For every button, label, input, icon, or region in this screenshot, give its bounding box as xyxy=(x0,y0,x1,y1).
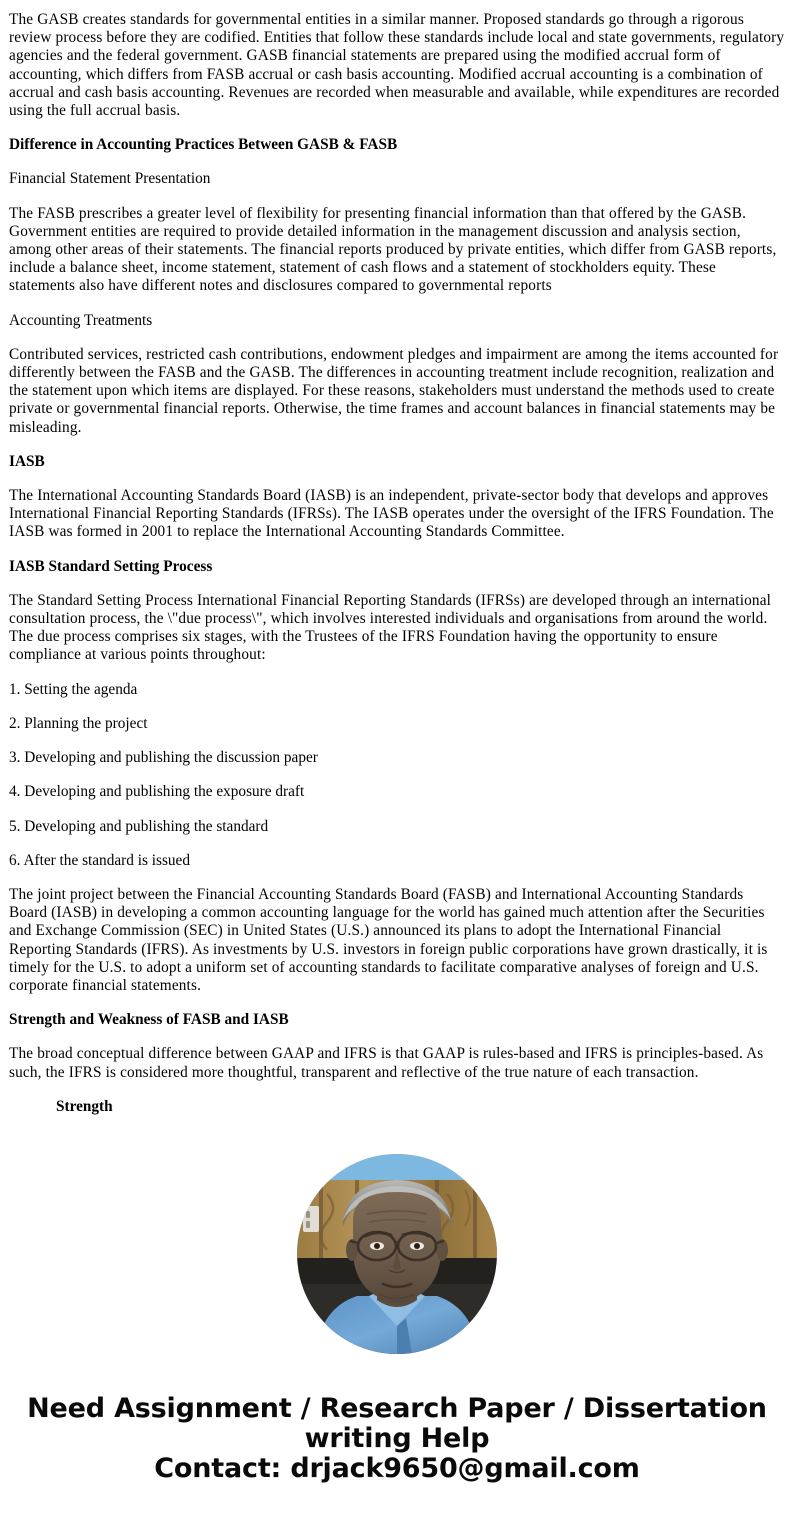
portrait-container xyxy=(9,1154,785,1354)
list-item-1: 1. Setting the agenda xyxy=(9,680,138,698)
paragraph-standard-setting-process: The Standard Setting Process International Financial Reporting Standards (IFRSs) are developed through an international consultation process, the \"due process\", which involves interested individuals and organisations from around the world. The due process comprises six stages, with the Trustees of the IFRS Foundation having the opportunity to ensure compliance at various points throughout: xyxy=(9,591,772,664)
heading-strength: Strength xyxy=(56,1097,113,1115)
paragraph-joint-project: The joint project between the Financial Accounting Standards Board (FASB) and International Accounting Standards Board (IASB) in developing a common accounting language for the world has gained much attention after the Securities and Exchange Commission (SEC) in United States (U.S.) announced its plans to adopt the International Financial Reporting Standards (IFRS). As investments by U.S. investors in foreign public corporations have grown drastically, it is timely for the U.S. to adopt a uniform set of accounting standards to facilitate comparative analyses of foreign and U.S. corporate financial statements. xyxy=(9,885,768,994)
paragraph-iasb-description: The International Accounting Standards Board (IASB) is an independent, private-sector body that develops and approves International Financial Reporting Standards (IFRSs). The IASB operates under the oversight of the IFRS Foundation. The IASB was formed in 2001 to replace the International Accounting Standards Committee. xyxy=(9,487,774,541)
list-item-3: 3. Developing and publishing the discussion paper xyxy=(9,749,318,767)
promo-footer xyxy=(9,1394,785,1504)
promo-line-2: writing Help xyxy=(304,1422,490,1454)
list-item-5: 5. Developing and publishing the standard xyxy=(9,817,269,835)
heading-iasb: IASB xyxy=(9,452,45,470)
list-item-4: 4. Developing and publishing the exposure draft xyxy=(9,783,305,801)
author-portrait-photo xyxy=(297,1154,497,1354)
paragraph-fasb-flexibility: The FASB prescribes a greater level of flexibility for presenting financial information than that offered by the GASB. Government entities are required to provide detailed information in the management discussion and analysis section, among other areas of their statements. The financial reports produced by private entities, which differ from GASB reports, include a balance sheet, income statement, statement of cash flows and a statement of stockholders equity. These statements also have different notes and disclosures compared to governmental reports xyxy=(9,204,777,295)
promo-line-1: Need Assignment / Research Paper / Dissertation xyxy=(27,1392,767,1424)
subheading-financial-statement-presentation: Financial Statement Presentation xyxy=(9,170,211,188)
list-item-6: 6. After the standard is issued xyxy=(9,851,190,869)
subheading-accounting-treatments: Accounting Treatments xyxy=(9,311,153,329)
paragraph-contributed-services: Contributed services, restricted cash contributions, endowment pledges and impairment are among the items accounted for differently between the FASB and the GASB. The differences in accounting treatment include recognition, realization and the statement upon which items are displayed. For these reasons, stakeholders must understand the methods used to create private or governmental financial reports. Otherwise, the time frames and account balances in financial statements may be misleading. xyxy=(9,345,779,436)
list-item-2: 2. Planning the project xyxy=(9,714,148,732)
document-page xyxy=(0,11,794,1504)
heading-iasb-standard-setting-process: IASB Standard Setting Process xyxy=(9,557,213,575)
promo-contact-line: Contact: drjack9650@gmail.com xyxy=(154,1452,640,1484)
heading-difference-accounting-practices: Difference in Accounting Practices Between GASB & FASB xyxy=(9,136,398,154)
paragraph-gaap-ifrs-difference: The broad conceptual difference between GAAP and IFRS is that GAAP is rules-based and IFRS is principles-based. As such, the IFRS is considered more thoughtful, transparent and reflective of the true nature of each transaction. xyxy=(9,1045,764,1081)
paragraph-gasb-standards: The GASB creates standards for governmental entities in a similar manner. Proposed standards go through a rigorous review process before they are codified. Entities that follow these standards include local and state governments, regulatory agencies and the federal government. GASB financial statements are prepared using the modified accrual form of accounting, which differs from FASB accrual or cash basis accounting. Modified accrual accounting is a combination of accrual and cash basis accounting. Revenues are recorded when measurable and available, while expenditures are recorded using the full accrual basis. xyxy=(9,11,785,120)
document-body xyxy=(9,11,785,1116)
heading-strength-weakness: Strength and Weakness of FASB and IASB xyxy=(9,1011,289,1029)
